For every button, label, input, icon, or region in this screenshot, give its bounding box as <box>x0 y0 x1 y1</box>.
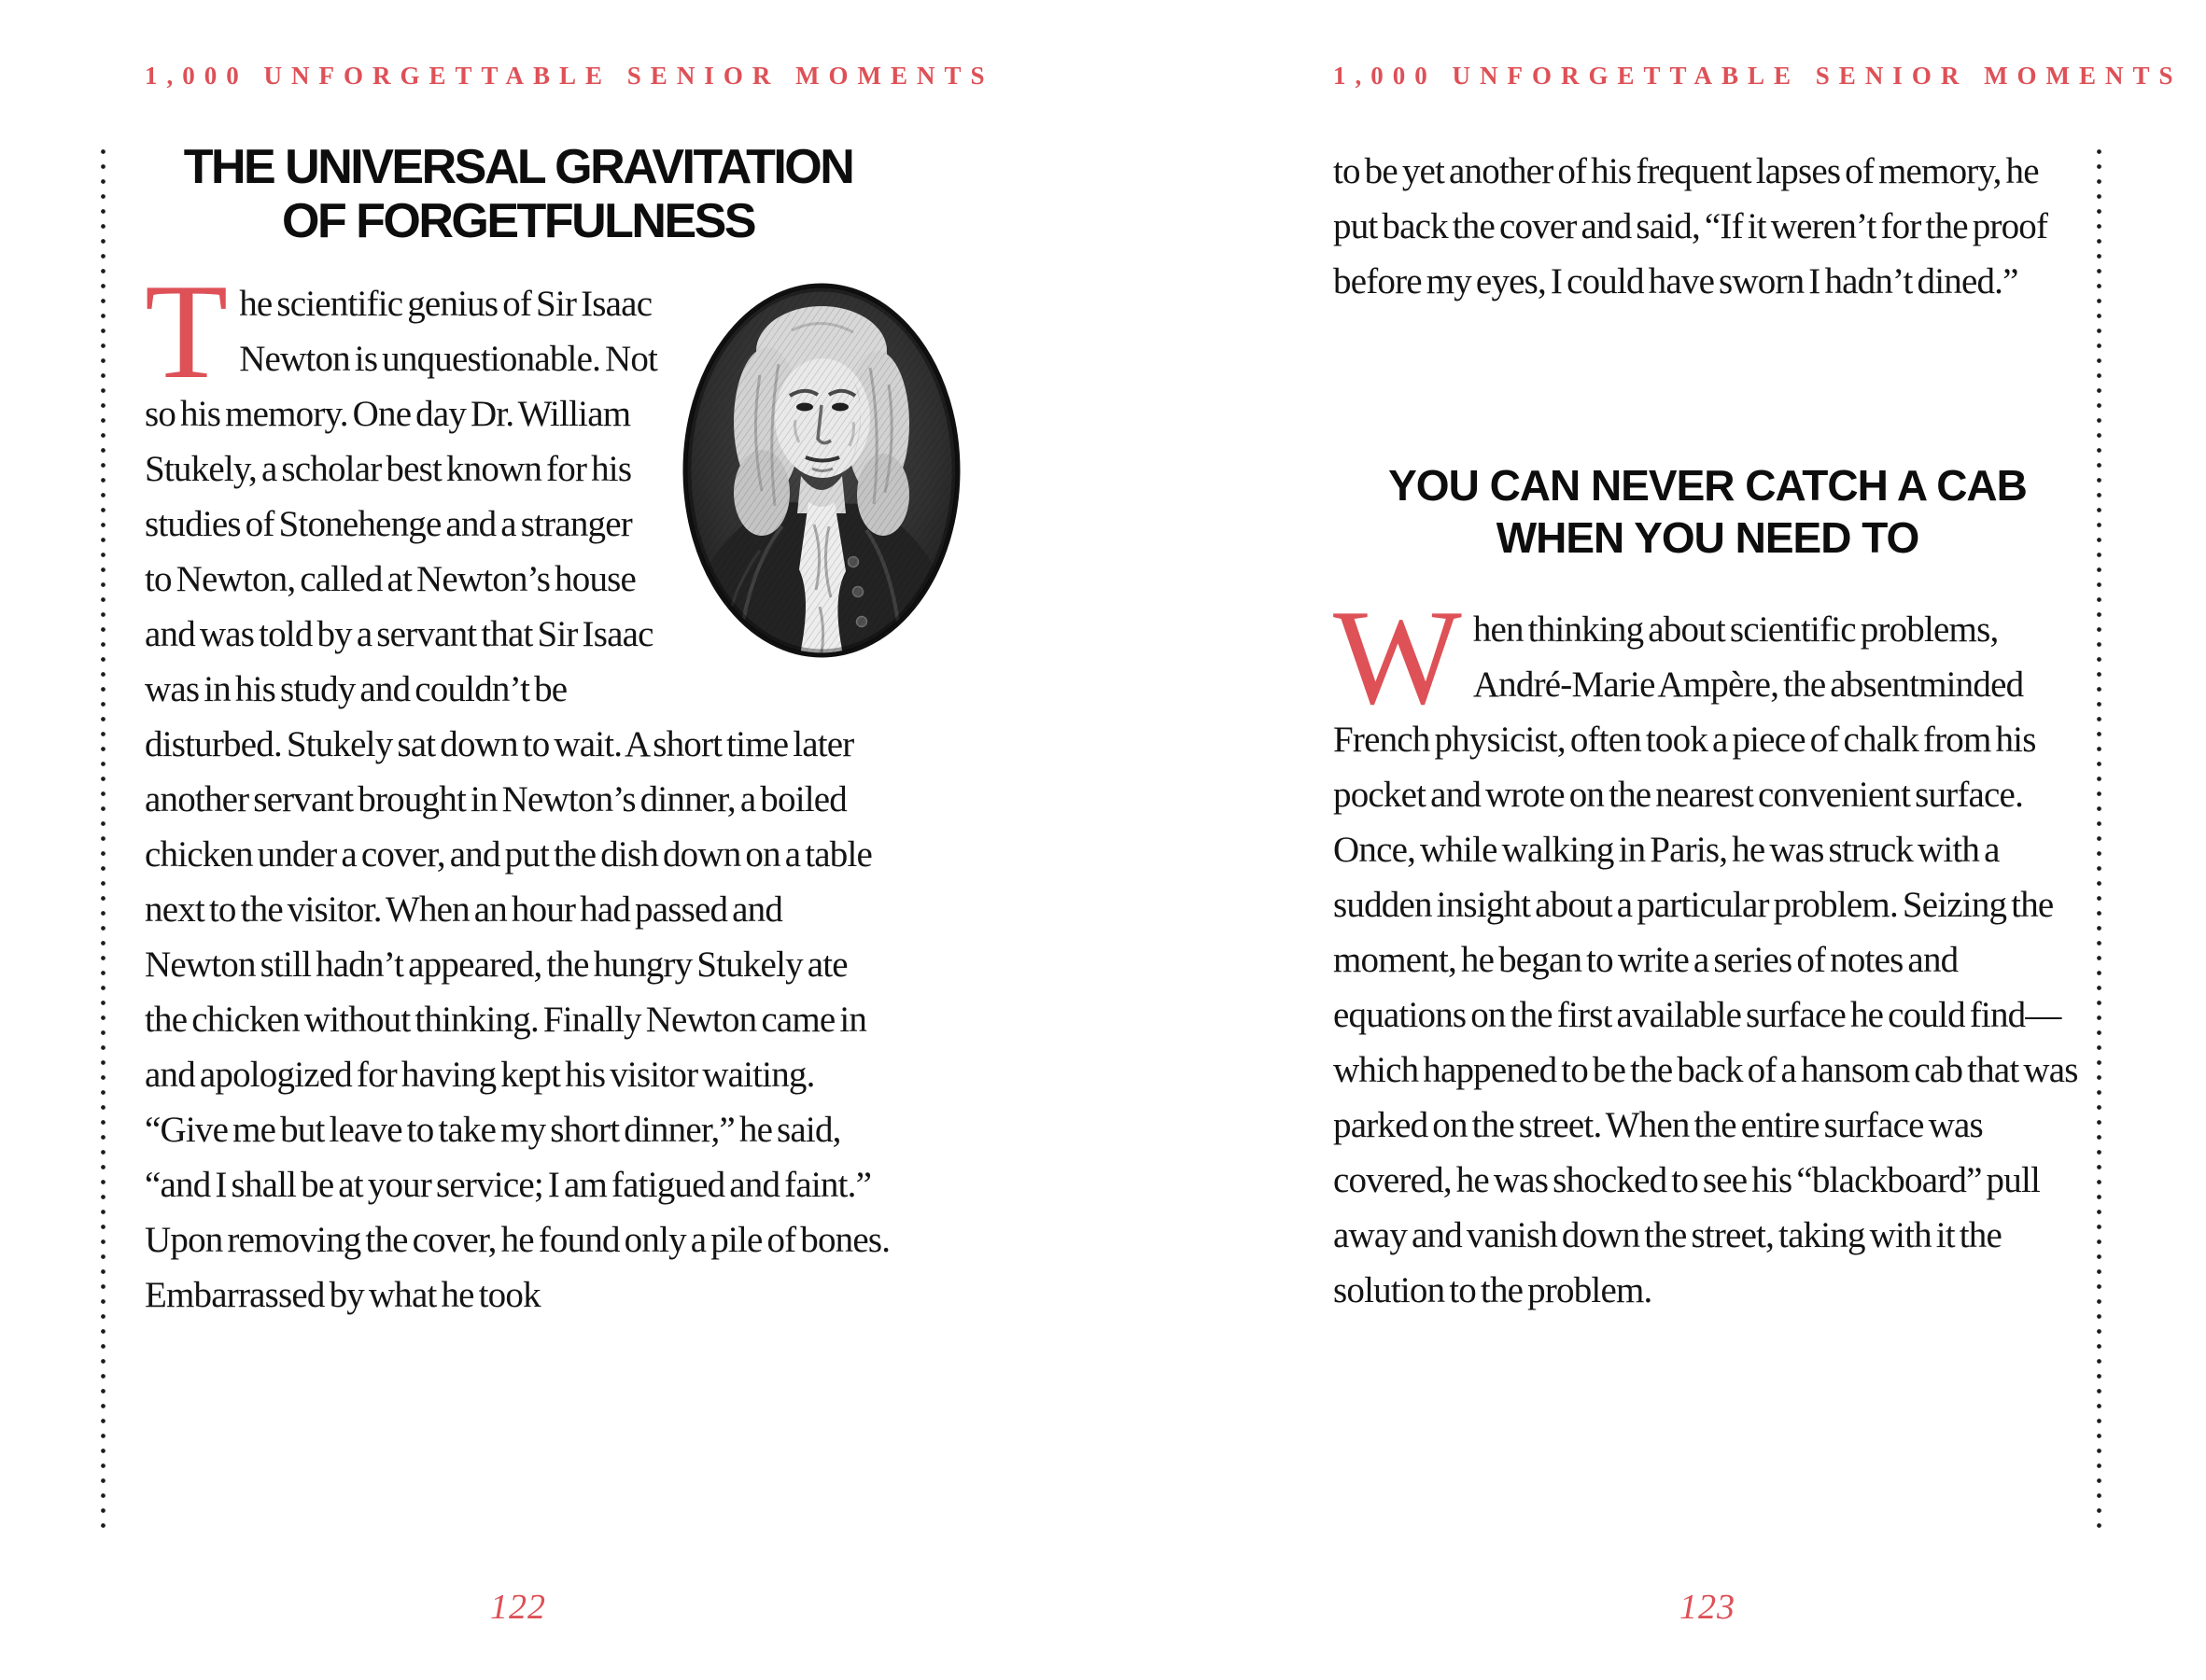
dropcap-t: T <box>145 256 229 407</box>
chapter-title-line2: OF FORGETFULNESS <box>282 194 754 248</box>
page-number-left: 122 <box>490 1588 546 1627</box>
chapter-title-cab <box>1333 459 2082 564</box>
dotted-border-left <box>101 149 105 1533</box>
chapter-title-line1: YOU CAN NEVER CATCH A CAB <box>1388 461 2027 510</box>
page-right <box>1333 0 2183 1680</box>
page-number-right: 123 <box>1679 1588 1735 1627</box>
newton-portrait-image <box>681 282 962 659</box>
chapter-title-line2: WHEN YOU NEED TO <box>1496 513 1919 562</box>
dotted-border-right <box>2097 149 2101 1533</box>
running-head: 1,000 UNFORGETTABLE SENIOR MOMENTS <box>1333 62 2183 90</box>
dropcap-w: W <box>1333 581 1462 733</box>
story-ampere <box>1333 581 2082 1318</box>
page-left <box>145 0 994 1680</box>
story-newton-continuation: to be yet another of his frequent lapses of memory, he put back the cover and said, “If it weren’t for the proof before my eyes, I could have sworn I hadn’t dined.” <box>1333 151 2048 301</box>
story-newton-text: he scientific genius of Sir Isaac Newton is unquestionable. Not so his memory. One day Dr. William Stukely, a scholar best known for his studies of Stonehenge and a stranger to Newton, called at Newton’s house and was told by a servant that Sir Isaac was in his study and couldn’t be disturbed. Stukely sat down to wait. A short time later another servant brought in Newton’s dinner, a boiled chicken under a cover, and put the dish down on a table next to the visitor. When an hour had passed and Newton still hadn’t appeared, the hungry Stukely ate the chicken without thinking. Finally Newton came in and apologized for having kept his visitor waiting. “Give me but leave to take my short dinner,” he said, “and I shall be at your service; I am fatigued and faint.” Upon removing the cover, he found only a pile of bones. Embarrassed by what he took <box>145 284 891 1315</box>
chapter-title-line1: THE UNIVERSAL GRAVITATION <box>183 140 853 194</box>
story-ampere-text: hen thinking about scientific problems, André-Marie Ampère, the absentminded French physicist, often took a piece of chalk from his pocket and wrote on the nearest convenient surface. Once, while walking in Paris, he was struck with a sudden insight about a particular problem. Seizing the moment, he began to write a series of notes and equations on the first available surface he could find—which happened to be the back of a hansom cab that was parked on the street. When the entire surface was covered, he was shocked to see his “blackboard” pull away and vanish down the street, taking with it the solution to the problem. <box>1333 609 2078 1310</box>
chapter-title-gravitation <box>145 140 892 248</box>
running-head: 1,000 UNFORGETTABLE SENIOR MOMENTS <box>145 62 994 90</box>
story-newton <box>145 256 892 1323</box>
